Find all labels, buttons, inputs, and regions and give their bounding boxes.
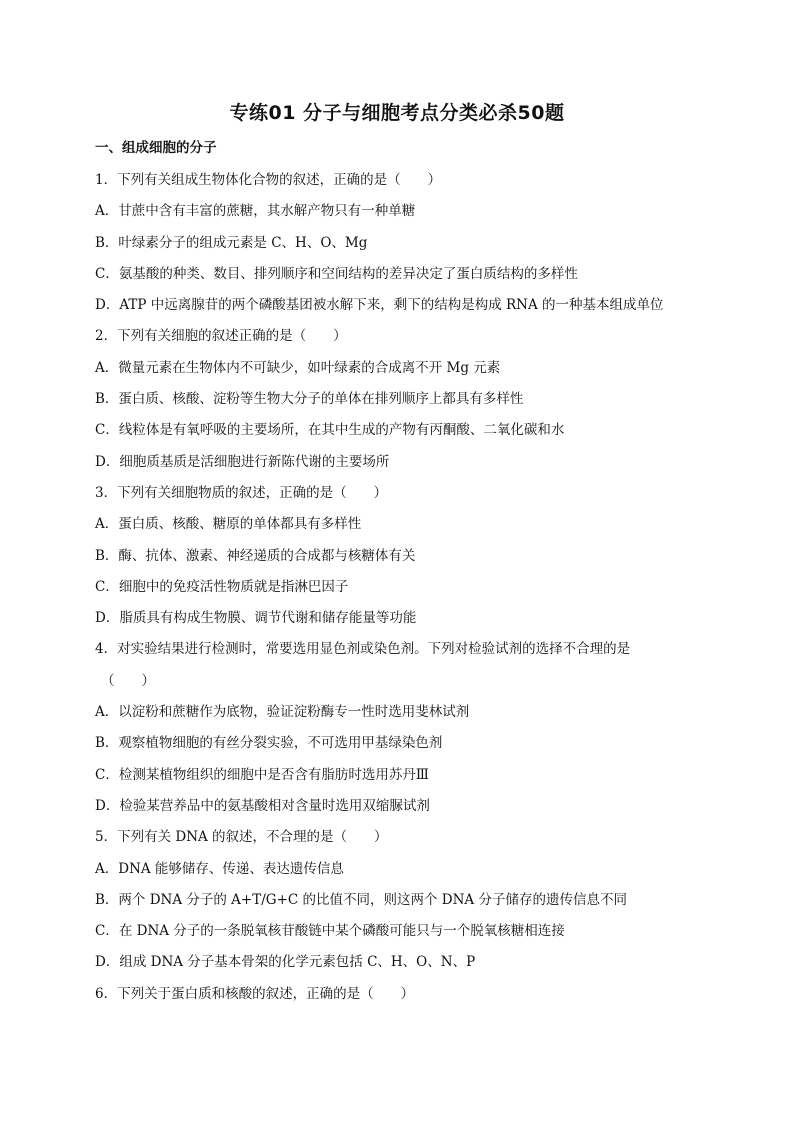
question-stem: 2．下列有关细胞的叙述正确的是（ ） (95, 328, 347, 345)
answer-option: A．DNA 能够储存、传递、表达遗传信息 (95, 860, 344, 877)
question-stem: 4．对实验结果进行检测时，常要选用显色剂或染色剂。下列对检验试剂的选择不合理的是 (95, 641, 631, 658)
answer-option: D．细胞质基质是活细胞进行新陈代谢的主要场所 (95, 453, 390, 470)
section-heading: 一、组成细胞的分子 (95, 140, 217, 156)
answer-option: C．线粒体是有氧呼吸的主要场所，在其中生成的产物有丙酮酸、二氧化碳和水 (95, 422, 565, 439)
answer-option: D．组成 DNA 分子基本骨架的化学元素包括 C、H、O、N、P (95, 954, 476, 971)
answer-option: D．脂质具有构成生物膜、调节代谢和储存能量等功能 (95, 610, 417, 627)
question-stem: 1．下列有关组成生物体化合物的叙述，正确的是（ ） (95, 172, 442, 188)
answer-option: D．检验某营养品中的氨基酸相对含量时选用双缩脲试剂 (95, 797, 430, 814)
answer-option: B．蛋白质、核酸、淀粉等生物大分子的单体在排列顺序上都具有多样性 (95, 391, 524, 408)
answer-option: B．观察植物细胞的有丝分裂实验，不可选用甲基绿染色剂 (95, 735, 443, 752)
answer-option: A．蛋白质、核酸、糖原的单体都具有多样性 (95, 516, 362, 533)
question-stem: 5．下列有关 DNA 的叙述，不合理的是（ ） (95, 829, 388, 846)
question-stem: 6．下列关于蛋白质和核酸的叙述，正确的是（ ） (95, 985, 415, 1002)
page-title: 专练01 分子与细胞考点分类必杀50题 (229, 102, 565, 124)
answer-option: C．氨基酸的种类、数目、排列顺序和空间结构的差异决定了蛋白质结构的多样性 (95, 265, 578, 282)
answer-option: C．细胞中的免疫活性物质就是指淋巴因子 (95, 578, 349, 595)
answer-option: A．以淀粉和蔗糖作为底物，验证淀粉酶专一性时选用斐林试剂 (95, 704, 470, 721)
question-list (95, 170, 715, 1015)
answer-option: D．ATP 中远离腺苷的两个磷酸基团被水解下来，剩下的结构是构成 RNA 的一种基本组成单位 (95, 297, 664, 314)
answer-option: B．两个 DNA 分子的 A+T/G+C 的比值不同，则这两个 DNA 分子储存的遗传信息不同 (95, 891, 627, 908)
answer-option: C．在 DNA 分子的一条脱氧核苷酸链中某个磷酸可能只与一个脱氧核糖相连接 (95, 923, 565, 940)
answer-option: B．酶、抗体、激素、神经递质的合成都与核糖体有关 (95, 547, 416, 564)
answer-option: C．检测某植物组织的细胞中是否含有脂肪时选用苏丹Ⅲ (95, 766, 429, 783)
answer-option: A．微量元素在生物体内不可缺少，如叶绿素的合成离不开 Mg 元素 (95, 359, 501, 376)
question-stem-continuation: （ ） (101, 672, 155, 689)
answer-option: A．甘蔗中含有丰富的蔗糖，其水解产物只有一种单糖 (95, 203, 416, 220)
answer-option: B．叶绿素分子的组成元素是 C、H、O、Mg (95, 234, 368, 251)
question-stem: 3．下列有关细胞物质的叙述，正确的是（ ） (95, 484, 388, 501)
